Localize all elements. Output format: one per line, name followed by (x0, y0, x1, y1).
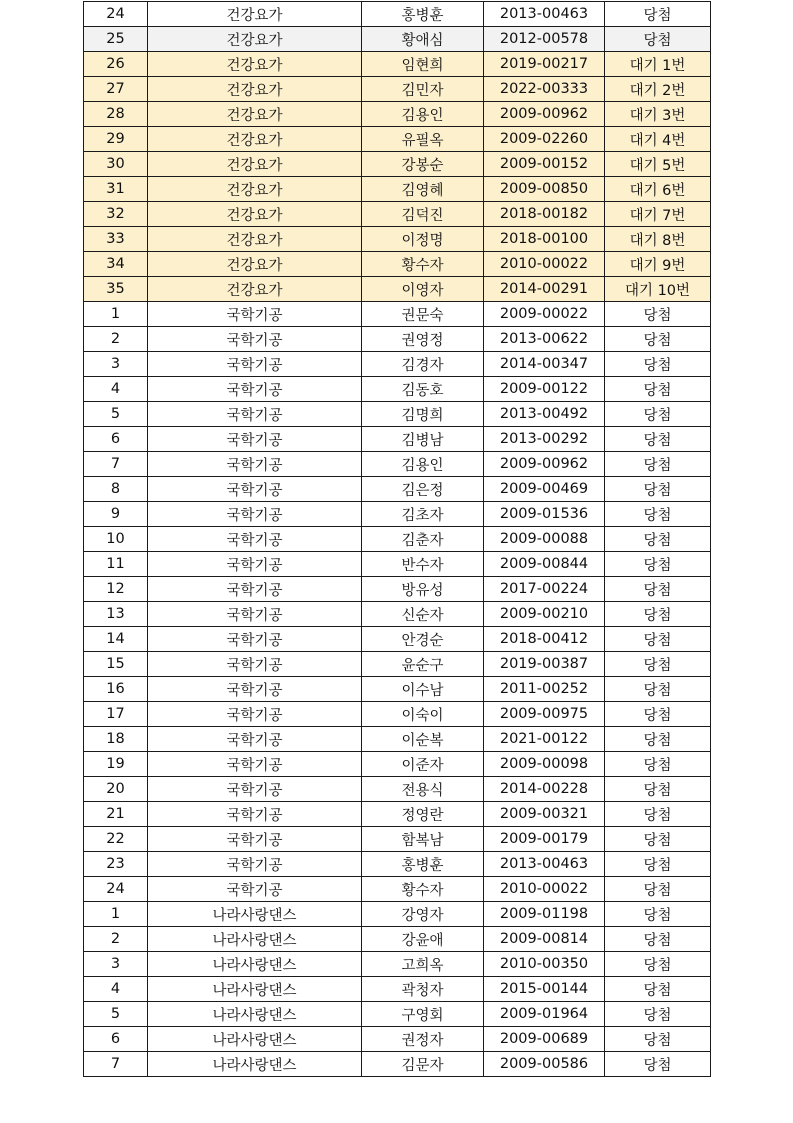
program-name-cell: 나라사랑댄스 (148, 977, 362, 1002)
lottery-result-cell: 대기 6번 (605, 177, 711, 202)
program-name-cell: 국학기공 (148, 577, 362, 602)
member-id-cell: 2019-00387 (484, 652, 605, 677)
row-number-cell: 1 (84, 902, 148, 927)
row-number-cell: 12 (84, 577, 148, 602)
member-id-cell: 2009-00321 (484, 802, 605, 827)
member-id-cell: 2012-00578 (484, 27, 605, 52)
table-row (84, 702, 711, 727)
lottery-result-cell: 당첨 (605, 2, 711, 27)
lottery-result-cell: 당첨 (605, 802, 711, 827)
member-id-cell: 2009-00962 (484, 102, 605, 127)
member-id-cell: 2009-01536 (484, 502, 605, 527)
lottery-result-cell: 대기 9번 (605, 252, 711, 277)
program-name-cell: 국학기공 (148, 677, 362, 702)
table-row (84, 52, 711, 77)
row-number-cell: 23 (84, 852, 148, 877)
member-name-cell: 김명희 (362, 402, 484, 427)
table-row (84, 977, 711, 1002)
member-name-cell: 김민자 (362, 77, 484, 102)
program-name-cell: 나라사랑댄스 (148, 952, 362, 977)
lottery-result-cell: 대기 8번 (605, 227, 711, 252)
program-name-cell: 국학기공 (148, 827, 362, 852)
member-id-cell: 2009-00098 (484, 752, 605, 777)
member-id-cell: 2014-00228 (484, 777, 605, 802)
member-id-cell: 2021-00122 (484, 727, 605, 752)
lottery-result-cell: 당첨 (605, 677, 711, 702)
table-row (84, 152, 711, 177)
member-name-cell: 황수자 (362, 252, 484, 277)
row-number-cell: 26 (84, 52, 148, 77)
table-row (84, 327, 711, 352)
table-row (84, 602, 711, 627)
program-name-cell: 나라사랑댄스 (148, 1002, 362, 1027)
row-number-cell: 18 (84, 727, 148, 752)
member-name-cell: 김용인 (362, 102, 484, 127)
row-number-cell: 4 (84, 977, 148, 1002)
lottery-result-cell: 당첨 (605, 927, 711, 952)
table-row (84, 577, 711, 602)
table-row (84, 627, 711, 652)
lottery-result-cell: 당첨 (605, 702, 711, 727)
program-name-cell: 건강요가 (148, 152, 362, 177)
lottery-result-cell: 당첨 (605, 727, 711, 752)
row-number-cell: 28 (84, 102, 148, 127)
member-id-cell: 2009-00152 (484, 152, 605, 177)
member-id-cell: 2009-00469 (484, 477, 605, 502)
row-number-cell: 14 (84, 627, 148, 652)
lottery-result-cell: 당첨 (605, 952, 711, 977)
row-number-cell: 13 (84, 602, 148, 627)
table-row (84, 2, 711, 27)
table-row (84, 852, 711, 877)
row-number-cell: 6 (84, 427, 148, 452)
table-row (84, 27, 711, 52)
program-name-cell: 국학기공 (148, 427, 362, 452)
lottery-result-cell: 당첨 (605, 452, 711, 477)
program-name-cell: 건강요가 (148, 227, 362, 252)
member-name-cell: 김영혜 (362, 177, 484, 202)
member-id-cell: 2010-00022 (484, 877, 605, 902)
member-id-cell: 2009-00179 (484, 827, 605, 852)
row-number-cell: 3 (84, 952, 148, 977)
table-row (84, 952, 711, 977)
member-id-cell: 2009-00814 (484, 927, 605, 952)
row-number-cell: 10 (84, 527, 148, 552)
member-id-cell: 2011-00252 (484, 677, 605, 702)
program-name-cell: 국학기공 (148, 302, 362, 327)
row-number-cell: 25 (84, 27, 148, 52)
table-row (84, 727, 711, 752)
program-name-cell: 국학기공 (148, 852, 362, 877)
member-name-cell: 고희옥 (362, 952, 484, 977)
member-id-cell: 2018-00100 (484, 227, 605, 252)
member-id-cell: 2009-00850 (484, 177, 605, 202)
lottery-result-table (83, 1, 711, 1077)
lottery-result-cell: 대기 4번 (605, 127, 711, 152)
member-id-cell: 2010-00022 (484, 252, 605, 277)
member-name-cell: 강영자 (362, 902, 484, 927)
lottery-result-cell: 당첨 (605, 1027, 711, 1052)
member-id-cell: 2009-00844 (484, 552, 605, 577)
row-number-cell: 35 (84, 277, 148, 302)
program-name-cell: 국학기공 (148, 652, 362, 677)
lottery-result-cell: 당첨 (605, 27, 711, 52)
table-row (84, 352, 711, 377)
member-name-cell: 김문자 (362, 1052, 484, 1077)
member-id-cell: 2013-00492 (484, 402, 605, 427)
member-name-cell: 이순복 (362, 727, 484, 752)
row-number-cell: 6 (84, 1027, 148, 1052)
member-id-cell: 2013-00292 (484, 427, 605, 452)
member-id-cell: 2010-00350 (484, 952, 605, 977)
member-id-cell: 2009-00689 (484, 1027, 605, 1052)
member-name-cell: 신순자 (362, 602, 484, 627)
row-number-cell: 33 (84, 227, 148, 252)
member-name-cell: 이정명 (362, 227, 484, 252)
row-number-cell: 29 (84, 127, 148, 152)
program-name-cell: 국학기공 (148, 552, 362, 577)
table-row (84, 452, 711, 477)
program-name-cell: 건강요가 (148, 77, 362, 102)
program-name-cell: 건강요가 (148, 27, 362, 52)
member-id-cell: 2013-00463 (484, 2, 605, 27)
lottery-result-cell: 당첨 (605, 602, 711, 627)
member-name-cell: 김덕진 (362, 202, 484, 227)
table-row (84, 77, 711, 102)
member-id-cell: 2009-00022 (484, 302, 605, 327)
member-name-cell: 유필옥 (362, 127, 484, 152)
table-row (84, 252, 711, 277)
member-id-cell: 2019-00217 (484, 52, 605, 77)
table-row (84, 1052, 711, 1077)
row-number-cell: 7 (84, 452, 148, 477)
member-id-cell: 2009-01198 (484, 902, 605, 927)
lottery-result-cell: 당첨 (605, 902, 711, 927)
member-id-cell: 2014-00347 (484, 352, 605, 377)
member-name-cell: 이수남 (362, 677, 484, 702)
lottery-result-cell: 당첨 (605, 852, 711, 877)
member-name-cell: 반수자 (362, 552, 484, 577)
lottery-result-cell: 당첨 (605, 327, 711, 352)
row-number-cell: 31 (84, 177, 148, 202)
member-name-cell: 방유성 (362, 577, 484, 602)
program-name-cell: 국학기공 (148, 702, 362, 727)
program-name-cell: 국학기공 (148, 352, 362, 377)
table-row (84, 802, 711, 827)
member-id-cell: 2018-00412 (484, 627, 605, 652)
program-name-cell: 건강요가 (148, 102, 362, 127)
table-row (84, 177, 711, 202)
row-number-cell: 19 (84, 752, 148, 777)
program-name-cell: 건강요가 (148, 52, 362, 77)
member-id-cell: 2013-00463 (484, 852, 605, 877)
lottery-result-cell: 당첨 (605, 302, 711, 327)
program-name-cell: 국학기공 (148, 452, 362, 477)
table-row (84, 402, 711, 427)
program-name-cell: 국학기공 (148, 802, 362, 827)
row-number-cell: 21 (84, 802, 148, 827)
row-number-cell: 1 (84, 302, 148, 327)
row-number-cell: 17 (84, 702, 148, 727)
program-name-cell: 건강요가 (148, 127, 362, 152)
lottery-result-sheet (83, 1, 711, 1077)
lottery-result-cell: 당첨 (605, 752, 711, 777)
lottery-result-cell: 당첨 (605, 577, 711, 602)
program-name-cell: 국학기공 (148, 402, 362, 427)
table-body (84, 2, 711, 1077)
row-number-cell: 11 (84, 552, 148, 577)
member-name-cell: 이숙이 (362, 702, 484, 727)
row-number-cell: 8 (84, 477, 148, 502)
lottery-result-cell: 대기 5번 (605, 152, 711, 177)
table-row (84, 227, 711, 252)
row-number-cell: 2 (84, 927, 148, 952)
member-name-cell: 이준자 (362, 752, 484, 777)
program-name-cell: 건강요가 (148, 252, 362, 277)
table-row (84, 927, 711, 952)
member-name-cell: 황수자 (362, 877, 484, 902)
lottery-result-cell: 당첨 (605, 477, 711, 502)
program-name-cell: 건강요가 (148, 2, 362, 27)
lottery-result-cell: 당첨 (605, 527, 711, 552)
member-name-cell: 정영란 (362, 802, 484, 827)
lottery-result-cell: 당첨 (605, 502, 711, 527)
member-name-cell: 곽청자 (362, 977, 484, 1002)
lottery-result-cell: 당첨 (605, 552, 711, 577)
row-number-cell: 16 (84, 677, 148, 702)
table-row (84, 652, 711, 677)
table-row (84, 502, 711, 527)
table-row (84, 877, 711, 902)
member-id-cell: 2009-00210 (484, 602, 605, 627)
table-row (84, 777, 711, 802)
program-name-cell: 국학기공 (148, 752, 362, 777)
member-name-cell: 권정자 (362, 1027, 484, 1052)
member-name-cell: 홍병훈 (362, 852, 484, 877)
table-row (84, 302, 711, 327)
lottery-result-cell: 당첨 (605, 652, 711, 677)
lottery-result-cell: 당첨 (605, 377, 711, 402)
program-name-cell: 나라사랑댄스 (148, 1027, 362, 1052)
member-name-cell: 김동호 (362, 377, 484, 402)
member-name-cell: 임현희 (362, 52, 484, 77)
member-id-cell: 2015-00144 (484, 977, 605, 1002)
table-row (84, 277, 711, 302)
program-name-cell: 나라사랑댄스 (148, 902, 362, 927)
program-name-cell: 건강요가 (148, 202, 362, 227)
member-id-cell: 2013-00622 (484, 327, 605, 352)
row-number-cell: 27 (84, 77, 148, 102)
member-id-cell: 2017-00224 (484, 577, 605, 602)
member-id-cell: 2009-00975 (484, 702, 605, 727)
lottery-result-cell: 당첨 (605, 427, 711, 452)
member-name-cell: 권문숙 (362, 302, 484, 327)
member-name-cell: 전용식 (362, 777, 484, 802)
lottery-result-cell: 대기 2번 (605, 77, 711, 102)
member-name-cell: 강봉순 (362, 152, 484, 177)
program-name-cell: 건강요가 (148, 177, 362, 202)
program-name-cell: 국학기공 (148, 627, 362, 652)
row-number-cell: 3 (84, 352, 148, 377)
member-name-cell: 이영자 (362, 277, 484, 302)
row-number-cell: 2 (84, 327, 148, 352)
row-number-cell: 22 (84, 827, 148, 852)
row-number-cell: 5 (84, 402, 148, 427)
program-name-cell: 국학기공 (148, 527, 362, 552)
member-id-cell: 2009-02260 (484, 127, 605, 152)
table-row (84, 1027, 711, 1052)
program-name-cell: 국학기공 (148, 327, 362, 352)
row-number-cell: 34 (84, 252, 148, 277)
table-row (84, 377, 711, 402)
lottery-result-cell: 당첨 (605, 1002, 711, 1027)
program-name-cell: 국학기공 (148, 377, 362, 402)
table-row (84, 752, 711, 777)
member-name-cell: 안경순 (362, 627, 484, 652)
member-id-cell: 2009-00962 (484, 452, 605, 477)
member-id-cell: 2018-00182 (484, 202, 605, 227)
program-name-cell: 국학기공 (148, 602, 362, 627)
member-name-cell: 권영정 (362, 327, 484, 352)
row-number-cell: 32 (84, 202, 148, 227)
member-name-cell: 김용인 (362, 452, 484, 477)
row-number-cell: 24 (84, 2, 148, 27)
table-row (84, 102, 711, 127)
lottery-result-cell: 대기 10번 (605, 277, 711, 302)
member-name-cell: 김경자 (362, 352, 484, 377)
program-name-cell: 국학기공 (148, 502, 362, 527)
lottery-result-cell: 당첨 (605, 1052, 711, 1077)
table-row (84, 827, 711, 852)
member-id-cell: 2014-00291 (484, 277, 605, 302)
lottery-result-cell: 당첨 (605, 827, 711, 852)
table-row (84, 427, 711, 452)
lottery-result-cell: 당첨 (605, 777, 711, 802)
member-name-cell: 함복남 (362, 827, 484, 852)
member-name-cell: 김병남 (362, 427, 484, 452)
table-row (84, 552, 711, 577)
table-row (84, 902, 711, 927)
table-row (84, 1002, 711, 1027)
table-row (84, 527, 711, 552)
member-name-cell: 홍병훈 (362, 2, 484, 27)
lottery-result-cell: 대기 3번 (605, 102, 711, 127)
member-id-cell: 2009-00088 (484, 527, 605, 552)
member-name-cell: 김초자 (362, 502, 484, 527)
program-name-cell: 국학기공 (148, 877, 362, 902)
member-name-cell: 윤순구 (362, 652, 484, 677)
member-name-cell: 강윤애 (362, 927, 484, 952)
row-number-cell: 7 (84, 1052, 148, 1077)
member-name-cell: 김춘자 (362, 527, 484, 552)
member-id-cell: 2009-00586 (484, 1052, 605, 1077)
row-number-cell: 15 (84, 652, 148, 677)
table-row (84, 677, 711, 702)
lottery-result-cell: 당첨 (605, 877, 711, 902)
member-name-cell: 황애심 (362, 27, 484, 52)
lottery-result-cell: 대기 1번 (605, 52, 711, 77)
program-name-cell: 국학기공 (148, 777, 362, 802)
lottery-result-cell: 대기 7번 (605, 202, 711, 227)
program-name-cell: 나라사랑댄스 (148, 1052, 362, 1077)
row-number-cell: 30 (84, 152, 148, 177)
member-name-cell: 김은정 (362, 477, 484, 502)
lottery-result-cell: 당첨 (605, 402, 711, 427)
member-id-cell: 2009-01964 (484, 1002, 605, 1027)
program-name-cell: 나라사랑댄스 (148, 927, 362, 952)
row-number-cell: 4 (84, 377, 148, 402)
program-name-cell: 국학기공 (148, 727, 362, 752)
lottery-result-cell: 당첨 (605, 352, 711, 377)
row-number-cell: 24 (84, 877, 148, 902)
program-name-cell: 건강요가 (148, 277, 362, 302)
member-name-cell: 구영회 (362, 1002, 484, 1027)
table-row (84, 477, 711, 502)
table-row (84, 202, 711, 227)
row-number-cell: 9 (84, 502, 148, 527)
row-number-cell: 20 (84, 777, 148, 802)
lottery-result-cell: 당첨 (605, 627, 711, 652)
member-id-cell: 2009-00122 (484, 377, 605, 402)
program-name-cell: 국학기공 (148, 477, 362, 502)
row-number-cell: 5 (84, 1002, 148, 1027)
table-row (84, 127, 711, 152)
member-id-cell: 2022-00333 (484, 77, 605, 102)
lottery-result-cell: 당첨 (605, 977, 711, 1002)
